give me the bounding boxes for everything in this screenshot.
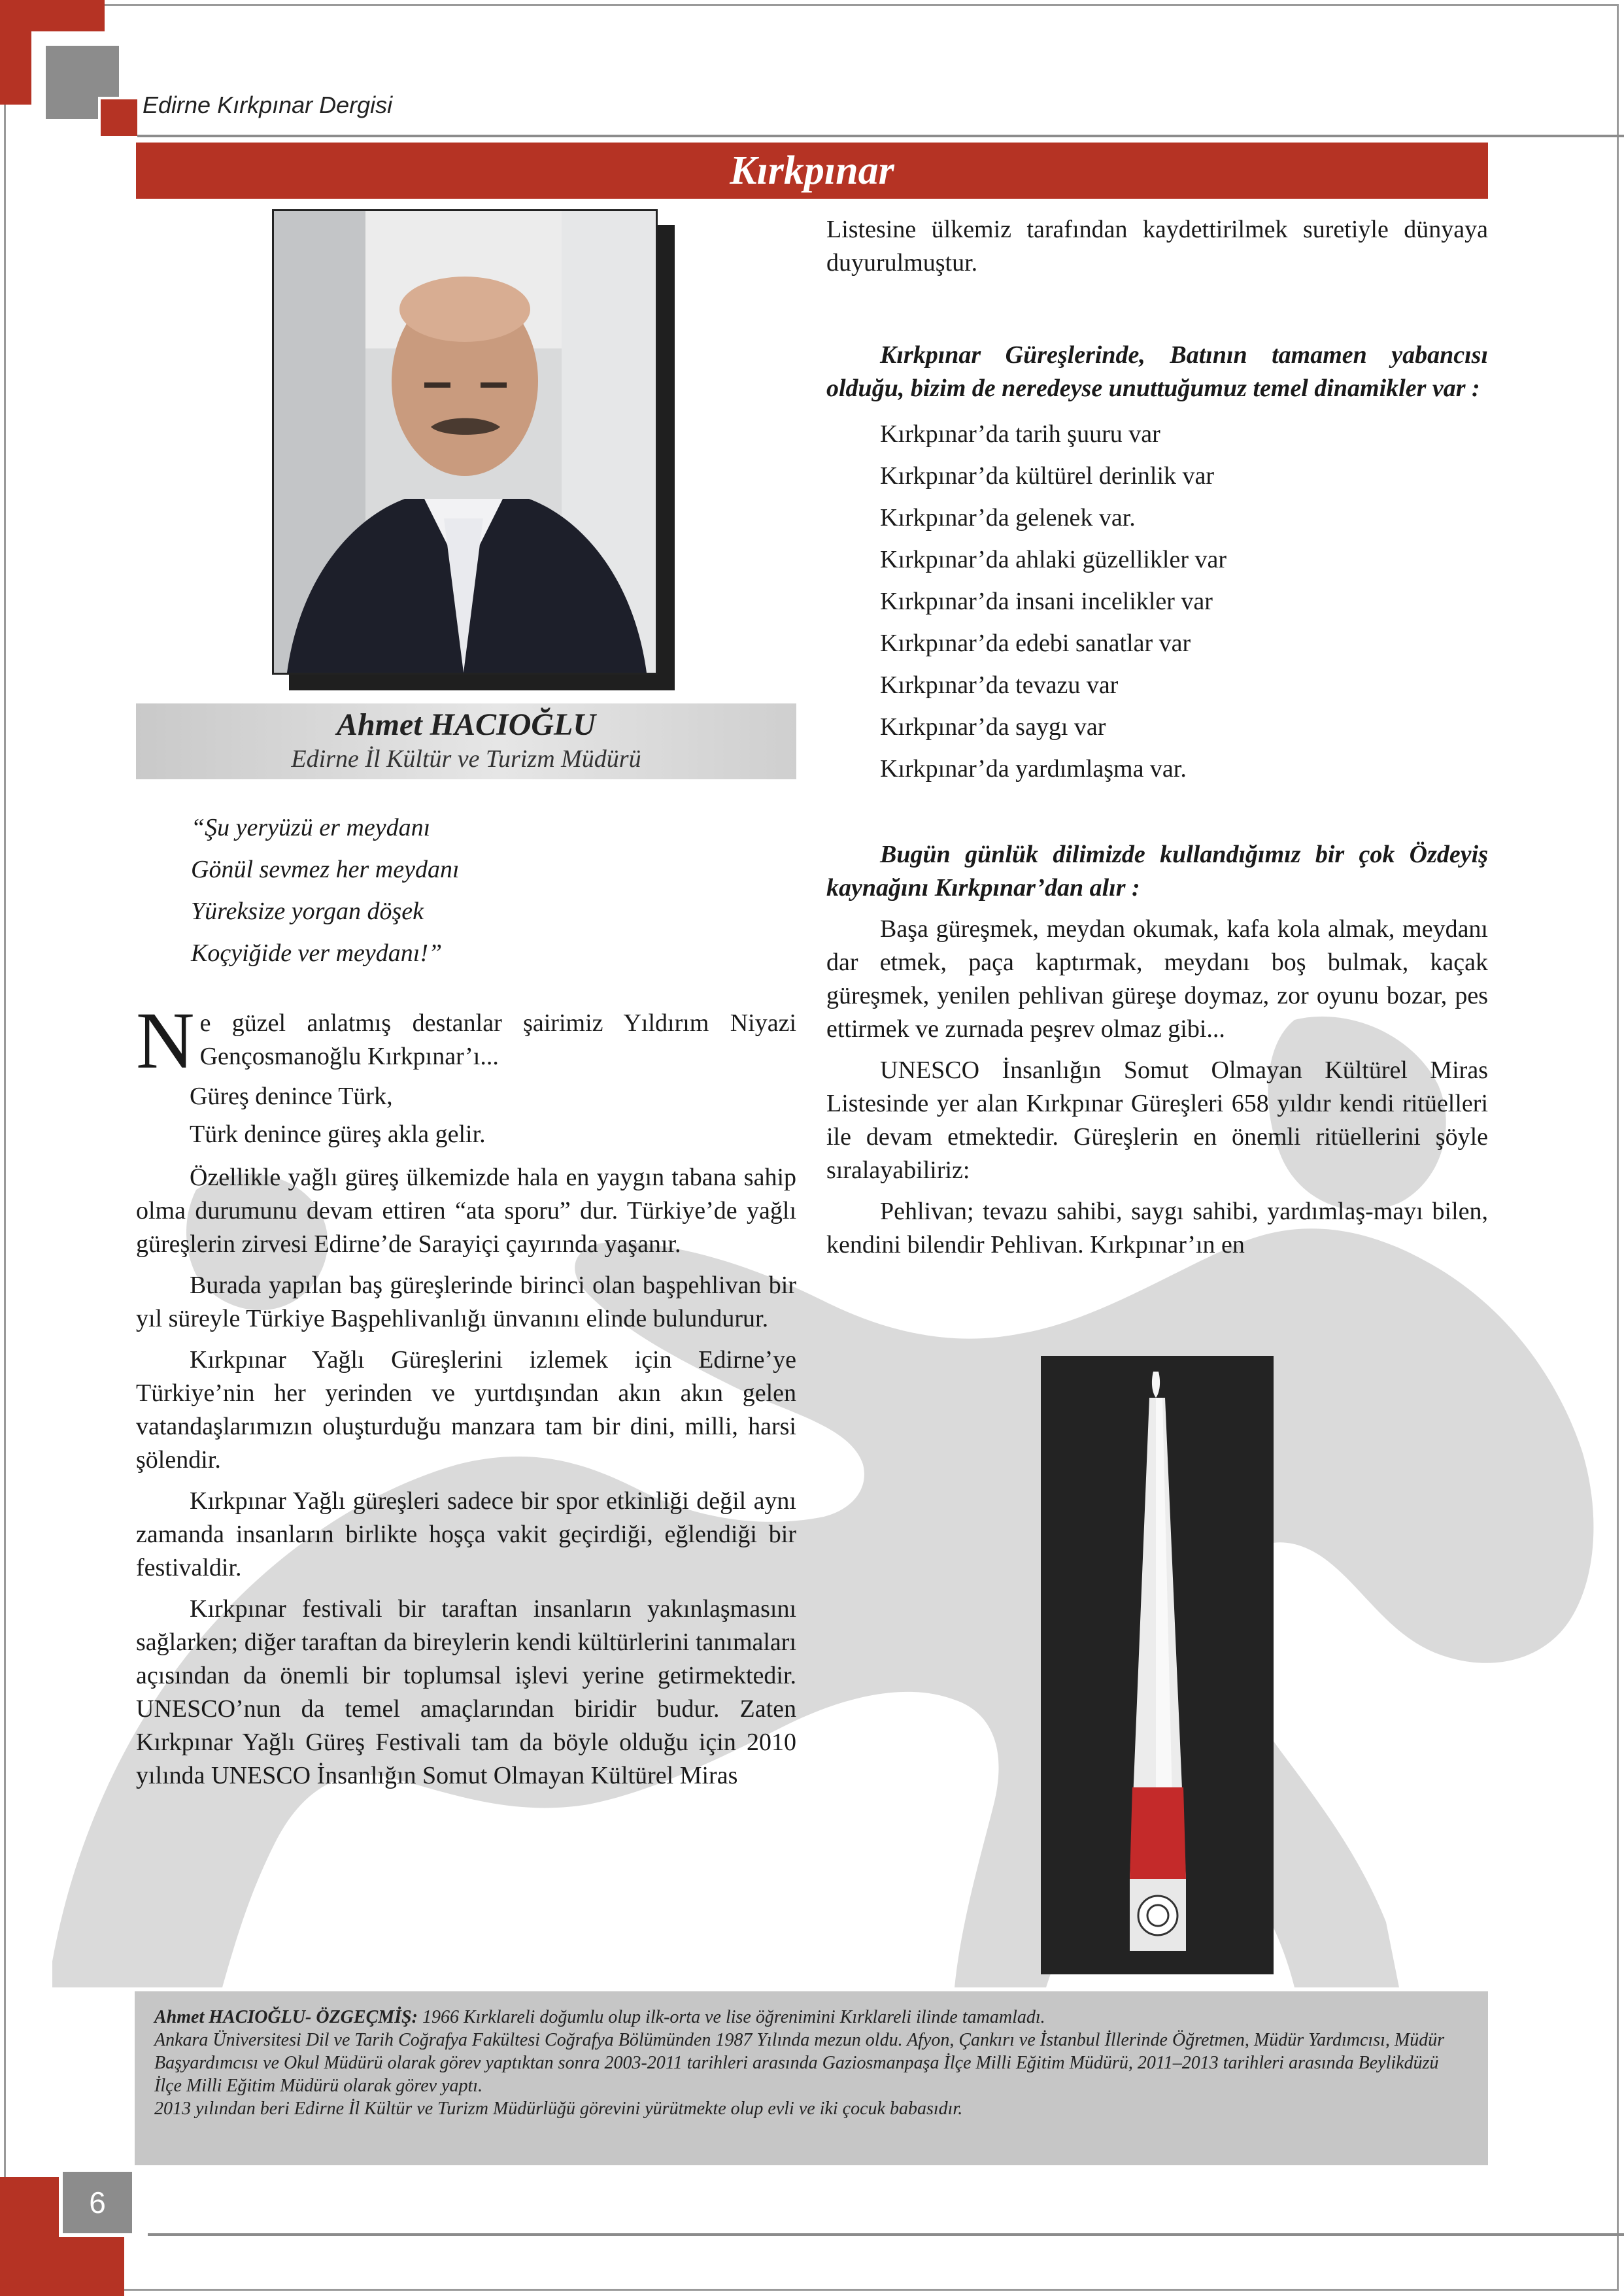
list-item: Kırkpınar’da gelenek var.	[880, 504, 1136, 532]
poem-line: Gönül sevmez her meydanı	[191, 856, 460, 883]
list-item: Kırkpınar’da yardımlaşma var.	[880, 755, 1187, 783]
bio-line: Ankara Üniversitesi Dil ve Tarih Coğrafya Fakültesi Coğrafya Bölümünden 1987 Yılında mezun oldu. Afyon, Çankırı ve İstanbul İllerinde Öğretmen, Müdür Yardımcısı, Müdür Başyardımcısı ve Okul Müdürü olarak görev yaptıktan sonra 2003-2011 tarihleri arasında Gaziosmanpaşa İlçe Milli Eğitim Müdürü, 2011–2013 tarihleri arasında Beylikdüzü İlçe Milli Eğitim Müdürü olarak görev yaptı.	[154, 2030, 1445, 2096]
paragraph: Başa güreşmek, meydan okumak, kafa kola almak, meydanı dar etmek, paça kaptırmak, meydanı boş bulmak, kaçak güreşmek, yenilen pehlivan güreşe doymaz, zor oyunu bozar, pes ettirmek ve zurnada peşrev olmaz gibi...	[826, 915, 1488, 1043]
paragraph: Kırkpınar Yağlı güreşleri sadece bir spor etkinliği değil aynı zamanda insanların birlikte hoşça vakit geçirdiği, eğlendiği bir festivaldir.	[136, 1487, 796, 1581]
poem-line: Yüreksize yorgan döşek	[191, 898, 424, 925]
biography-box	[135, 1991, 1488, 2165]
section-title: Kırkpınar	[136, 143, 1488, 199]
paragraph: Özellikle yağlı güreş ülkemizde hala en yaygın tabana sahip olma durumunu devam ettiren “ata sporu” dur. Türkiye’de yağlı güreşlerin zirvesi Edirne’de Sarayiçi çayırında yaşanır.	[136, 1164, 796, 1258]
paragraph: Pehlivan; tevazu sahibi, saygı sahibi, yardımlaş-mayı bilen, kendini bilendir Pehlivan. Kırkpınar’ın en	[826, 1198, 1488, 1258]
paragraph: Listesine ülkemiz tarafından kaydettirilmek suretiyle dünyaya duyurulmuştur.	[826, 216, 1488, 277]
text-line: Güreş denince Türk,	[190, 1083, 393, 1110]
dynamics-list	[880, 413, 1488, 790]
intro-text: e güzel anlatmış destanlar şairimiz Yıldırım Niyazi Gençosmanoğlu Kırkpınar’ı...	[199, 1009, 796, 1070]
footer-rule	[148, 2233, 1624, 2236]
paragraph: Kırkpınar festivali bir taraftan insanların yakınlaşmasını sağlarken; diğer taraftan da bireylerin kendi kültürlerini tanımaları açısından da önemli bir toplumsal işlevi yerine getirmektedir. UNESCO’nun da temel amaçlarından biridir budur. Zaten Kırkpınar Yağlı Güreş Festivali tam da böyle olduğu için 2010 yılında UNESCO İnsanlığın Somut Olmayan Kültürel Miras	[136, 1595, 796, 1789]
bio-label: Ahmet HACIOĞLU- ÖZGEÇMİŞ:	[154, 2007, 418, 2027]
bio-line: 2013 yılından beri Edirne İl Kültür ve Turizm Müdürlüğü görevini yürütmekte olup evli ve iki çocuk babasıdır.	[154, 2099, 963, 2119]
header-rule	[137, 135, 1624, 137]
candle-photo	[1041, 1356, 1274, 1974]
list-item: Kırkpınar’da insani incelikler var	[880, 588, 1213, 615]
paragraph: Kırkpınar Yağlı Güreşlerini izlemek için Edirne’ye Türkiye’nin her yerinden ve yurtdışından akın akın gelen vatandaşlarımızın oluşturduğu manzara tam bir dini, milli, harsi şölendir.	[136, 1346, 796, 1474]
poem	[191, 807, 460, 974]
paragraph: Burada yapılan baş güreşlerinde birinci olan başpehlivan bir yıl süreyle Türkiye Başpehlivanlığı ünvanını elinde bulundurur.	[136, 1272, 796, 1332]
text-line: Türk denince güreş akla gelir.	[190, 1121, 486, 1148]
portrait-illustration	[274, 211, 656, 673]
subheading: Bugün günlük dilimizde kullandığımız bir çok Özdeyiş kaynağını Kırkpınar’dan alır :	[826, 841, 1488, 902]
bio-line	[154, 2006, 1468, 2029]
author-caption	[136, 703, 796, 779]
intro-paragraph	[136, 996, 796, 1085]
list-item: Kırkpınar’da tarih şuuru var	[880, 420, 1160, 448]
author-role: Edirne İl Kültür ve Turizm Müdürü	[291, 745, 641, 773]
right-column	[826, 213, 1488, 1270]
list-item: Kırkpınar’da ahlaki güzellikler var	[880, 546, 1227, 573]
list-item: Kırkpınar’da edebi sanatlar var	[880, 630, 1191, 657]
left-column	[136, 996, 796, 1800]
subheading: Kırkpınar Güreşlerinde, Batının tamamen yabancısı olduğu, bizim de neredeyse unuttuğumuz temel dinamikler var :	[826, 341, 1488, 402]
magazine-name: Edirne Kırkpınar Dergisi	[143, 92, 393, 118]
page-number: 6	[59, 2168, 136, 2237]
bio-text: 1966 Kırklareli doğumlu olup ilk-orta ve lise öğrenimini Kırklareli ilinde tamamladı.	[417, 2007, 1045, 2027]
poem-line: “Şu yeryüzü er meydanı	[191, 814, 431, 841]
list-item: Kırkpınar’da tevazu var	[880, 671, 1119, 699]
corner-decoration-red-square	[98, 97, 140, 139]
candle-illustration	[1041, 1356, 1274, 1974]
list-item: Kırkpınar’da saygı var	[880, 713, 1106, 741]
dropcap: N	[136, 996, 195, 1085]
author-name: Ahmet HACIOĞLU	[336, 707, 596, 742]
poem-line: Koçyiğide ver meydanı!”	[191, 939, 443, 967]
paragraph: UNESCO İnsanlığın Somut Olmayan Kültürel Miras Listesinde yer alan Kırkpınar Güreşleri 658 yıldır kendi ritüelleri ile devam etmektedir. Güreşlerin en önemli ritüellerini şöyle sıralayabiliriz:	[826, 1056, 1488, 1184]
list-item: Kırkpınar’da kültürel derinlik var	[880, 462, 1215, 490]
author-portrait-photo	[272, 209, 658, 675]
